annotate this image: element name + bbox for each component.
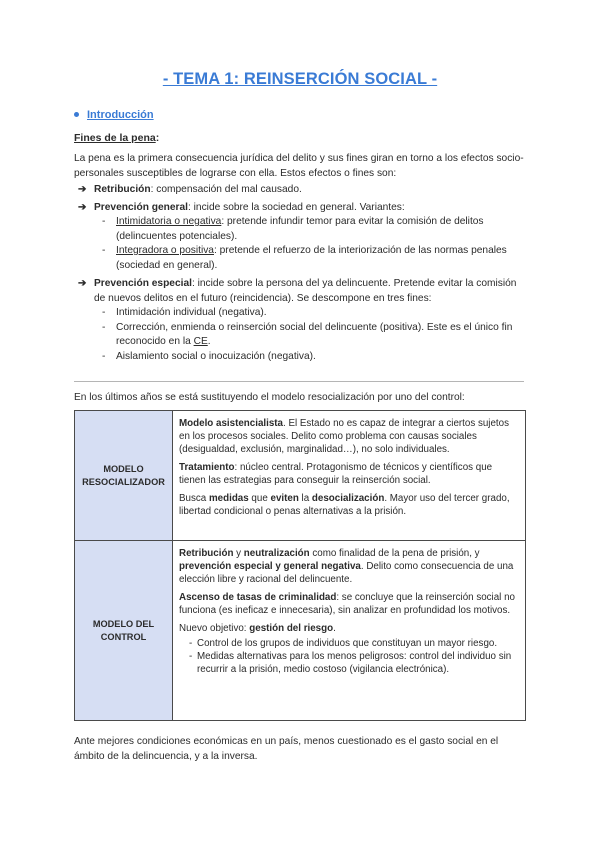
cell-text: y — [233, 548, 244, 559]
sub-item-correccion — [74, 321, 526, 350]
dash-icon: - — [102, 321, 106, 333]
list-item — [179, 637, 519, 650]
dash-icon: - — [189, 638, 193, 649]
intro-paragraph: La pena es la primera consecuencia jurídica del delito y sus fines giran en torno a los efectos socio-personales susceptibles de lograrse con ella. Estos efectos o fines son: — [74, 153, 524, 179]
arrow-right-icon: ➔ — [78, 184, 87, 195]
cell-paragraph — [179, 591, 519, 617]
cell-text: . El Estado no es capaz de integrar a ciertos sujetos en los procesos sociales. Delito como problema con causas sociales (desigualdad, exclusión, marginalidad…), no solo individuales. — [179, 418, 509, 455]
cell-text: como finalidad de la pena de prisión, y — [309, 548, 480, 559]
sub-item-aislamiento — [74, 350, 526, 365]
sub-item-text: : pretende el refuerzo de la interiorización de las normas penales (sociedad en general). — [116, 245, 507, 271]
sub-item-text-end: . — [207, 336, 211, 347]
cell-text: : se concluye que la reinserción social no funciona (es ineficaz e innecesaria), sin analizar en profundidad los motivos. — [179, 592, 515, 616]
list-item-prevencion-especial — [74, 277, 526, 306]
section-heading-label: Introducción — [87, 109, 154, 121]
fines-heading — [74, 131, 526, 146]
bullet-dot-icon — [74, 112, 79, 117]
cell-text: la — [298, 493, 312, 504]
page-title: - TEMA 1: REINSERCIÓN SOCIAL - — [162, 70, 438, 88]
list-item-text: : incide sobre la sociedad en general. Variantes: — [188, 201, 405, 213]
term-retribucion: Retribución — [179, 548, 234, 559]
row-header-resocializador: MODELO RESOCIALIZADOR — [75, 411, 173, 541]
term-prevencion: prevención especial y general negativa — [179, 561, 361, 572]
cell-paragraph — [179, 547, 519, 586]
cell-text: . Delito como consecuencia de una elección libre y racional del delincuente. — [179, 561, 514, 585]
list-item-text: : incide sobre la persona del ya delincuente. Pretende evitar la comisión de nuevos delitos en el futuro (reincidencia). Se descompone en tres fines: — [94, 278, 517, 304]
cell-paragraph — [179, 622, 519, 635]
list-item — [179, 650, 519, 676]
models-intro-paragraph: En los últimos años se está sustituyendo el modelo resocialización por uno del control: — [74, 392, 465, 403]
sub-item-intimidacion — [74, 306, 526, 321]
cell-paragraph — [179, 417, 519, 456]
row-content-resocializador — [173, 411, 526, 541]
cell-text: : núcleo central. Protagonismo de técnicos y científicos que tienen las estrategias para conseguir la reinserción social. — [179, 462, 493, 486]
fines-colon: : — [155, 132, 160, 144]
divider — [74, 381, 524, 382]
list-item-retribucion — [74, 183, 526, 198]
sub-item-text: Intimidación individual (negativa). — [116, 307, 267, 318]
cell-text: Nuevo objetivo: — [179, 623, 250, 634]
section-heading-introduccion[interactable] — [74, 108, 154, 123]
term-intimidatoria: Intimidatoria o negativa — [116, 216, 222, 227]
table-row — [75, 411, 526, 541]
dash-icon: - — [102, 245, 106, 256]
fines-list — [74, 183, 526, 364]
dash-icon: - — [102, 350, 106, 362]
row-content-control — [173, 541, 526, 721]
cell-text: . — [333, 623, 336, 634]
list-item-prevencion-general — [74, 201, 526, 216]
dash-icon: - — [102, 216, 106, 227]
sub-item-text: Corrección, enmienda o reinserción social del delincuente (positiva). Este es el único fin reconocido en la — [116, 321, 513, 347]
term-medidas: medidas — [208, 493, 249, 504]
list-item-text: Control de los grupos de individuos que constituyan un mayor riesgo. — [197, 638, 498, 649]
fines-label: Fines de la pena — [74, 132, 156, 144]
list-item-text: : compensación del mal causado. — [150, 184, 302, 195]
models-table — [74, 410, 526, 721]
table-row — [75, 541, 526, 721]
cell-paragraph — [179, 461, 519, 487]
term-desocializacion: desocialización — [311, 493, 385, 504]
term-gestion-riesgo: gestión del riesgo — [249, 623, 334, 634]
term-integradora: Integradora o positiva — [116, 245, 214, 256]
sub-item-intimidatoria — [74, 215, 526, 244]
sub-item-text: : pretende infundir temor para evitar la comisión de delitos (delincuentes potenciales). — [116, 216, 484, 242]
arrow-right-icon: ➔ — [78, 278, 87, 289]
term-prevencion-general: Prevención general — [94, 201, 188, 213]
sub-item-integradora — [74, 244, 526, 273]
document-body — [74, 152, 526, 364]
row-header-control: MODELO DEL CONTROL — [75, 541, 173, 721]
cell-text: Busca — [179, 493, 209, 504]
dash-icon: - — [102, 307, 106, 318]
cell-text: que — [248, 493, 271, 504]
term-modelo-asistencialista: Modelo asistencialista — [179, 418, 283, 429]
arrow-right-icon: ➔ — [78, 201, 87, 213]
ce-link[interactable]: CE — [193, 336, 208, 347]
term-retribucion: Retribución — [94, 184, 151, 195]
cell-text: . Mayor uso del tercer grado, libertad condicional o penas alternativas a la prisión. — [179, 493, 510, 517]
term-tratamiento: Tratamiento — [179, 462, 235, 473]
sub-item-text: Aislamiento social o inocuización (negativa). — [116, 350, 316, 362]
term-ascenso-tasas: Ascenso de tasas de criminalidad — [179, 592, 337, 603]
dash-icon: - — [189, 651, 193, 662]
list-item-text: Medidas alternativas para los menos peligrosos: control del individuo sin recurrir a la prisión, medio costoso (vigilancia electrónica). — [197, 651, 512, 675]
term-neutralizacion: neutralización — [243, 548, 310, 559]
term-eviten: eviten — [270, 493, 299, 504]
cell-paragraph — [179, 492, 519, 518]
conclusion-paragraph: Ante mejores condiciones económicas en un país, menos cuestionado es el gasto social en el ámbito de la delincuencia, y a la inversa. — [74, 736, 499, 762]
term-prevencion-especial: Prevención especial — [94, 278, 192, 289]
